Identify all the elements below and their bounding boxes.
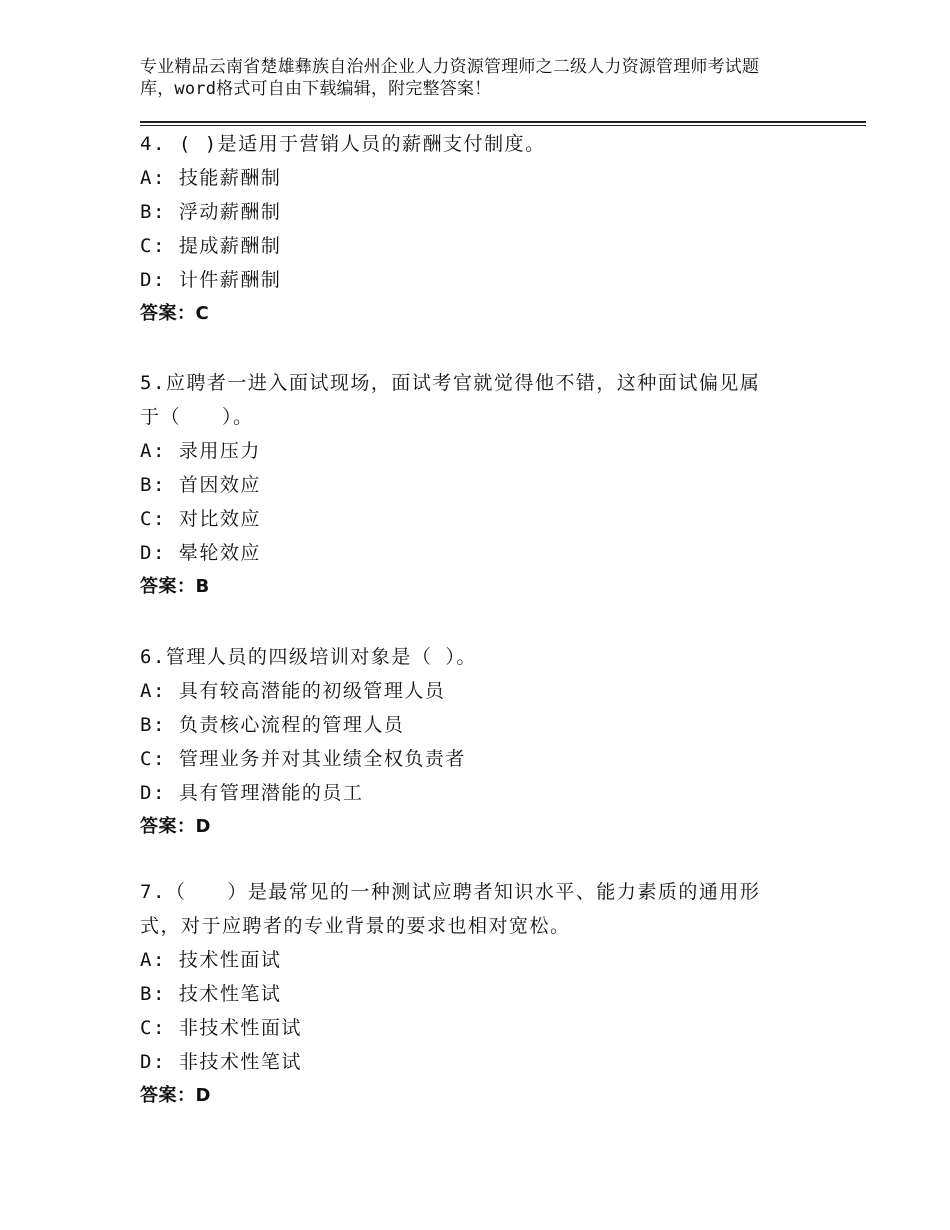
option-b: B: 浮动薪酬制 [140,201,282,223]
document-header [140,56,840,100]
question-6 [140,640,860,844]
question-5 [140,366,860,604]
header-line-1: 专业精品云南省楚雄彝族自治州企业人力资源管理师之二级人力资源管理师考试题 [140,57,760,77]
option-a: A: 技术性面试 [140,949,282,971]
question-stem: 4. ( )是适用于营销人员的薪酬支付制度。 [140,133,546,155]
answer-label: 答案：C [140,303,210,324]
option-b: B: 首因效应 [140,474,261,496]
header-line-2: 库，word格式可自由下载编辑，附完整答案！ [140,79,492,99]
option-c: C: 对比效应 [140,508,261,530]
option-d: D: 具有管理潜能的员工 [140,782,364,804]
question-7 [140,875,860,1113]
option-d: D: 晕轮效应 [140,542,261,564]
option-d: D: 计件薪酬制 [140,269,282,291]
question-4 [140,127,860,331]
header-rule-thick [140,121,866,123]
option-b: B: 技术性笔试 [140,983,282,1005]
question-stem-continued: 式，对于应聘者的专业背景的要求也相对宽松。 [140,915,571,937]
option-c: C: 管理业务并对其业绩全权负责者 [140,748,466,770]
option-c: C: 提成薪酬制 [140,235,282,257]
answer-label: 答案：D [140,816,211,837]
option-c: C: 非技术性面试 [140,1017,302,1039]
question-stem: 7.（ ）是最常见的一种测试应聘者知识水平、能力素质的通用形 [140,881,761,903]
option-a: A: 具有较高潜能的初级管理人员 [140,680,446,702]
option-a: A: 录用压力 [140,440,261,462]
answer-label: 答案：D [140,1085,211,1106]
header-rule-thin [140,125,866,126]
question-stem-continued: 于（ ）。 [140,406,254,428]
option-a: A: 技能薪酬制 [140,167,282,189]
question-stem: 6.管理人员的四级培训对象是（ ）。 [140,646,477,668]
option-b: B: 负责核心流程的管理人员 [140,714,405,736]
option-d: D: 非技术性笔试 [140,1051,302,1073]
answer-label: 答案：B [140,576,210,597]
question-stem: 5.应聘者一进入面试现场，面试考官就觉得他不错，这种面试偏见属 [140,372,761,394]
